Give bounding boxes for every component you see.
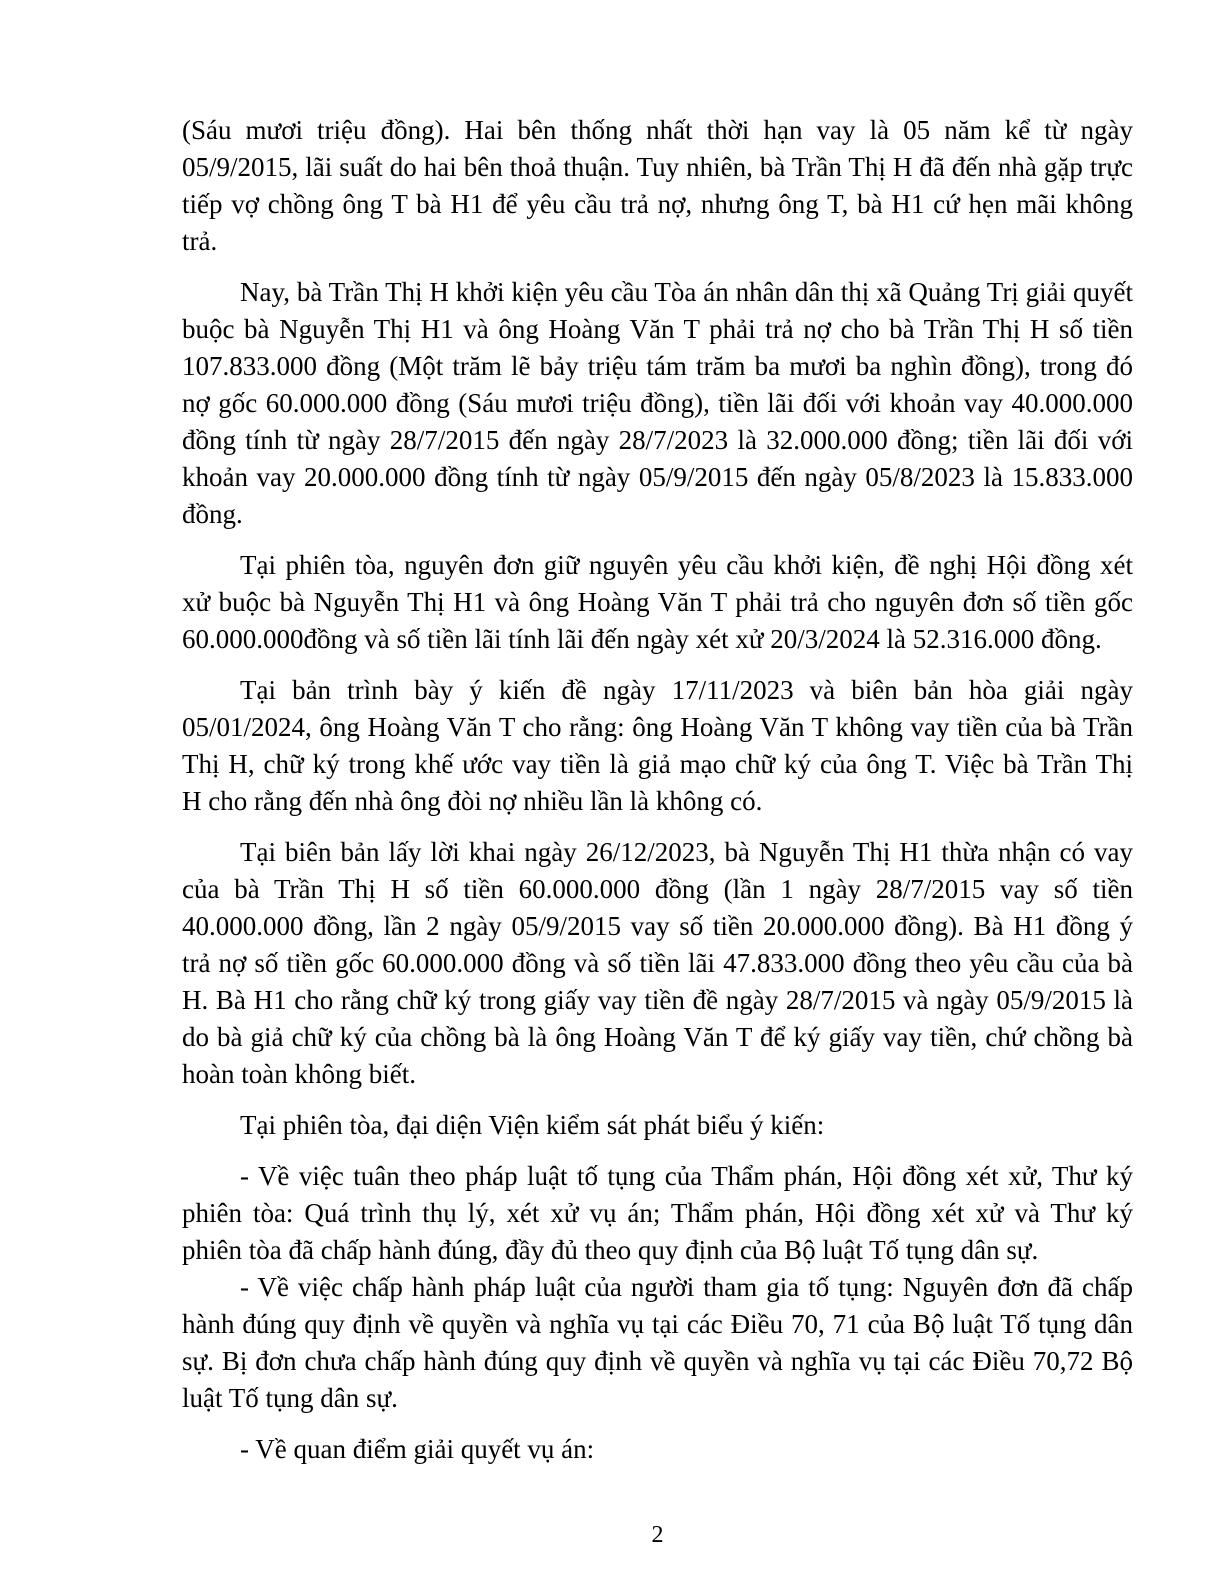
text-line: 40.000.000 đồng, lần 2 ngày 05/9/2015 vay số tiền 20.000.000 đồng). Bà H1 đồng ý (182, 911, 1133, 941)
text-line: buộc bà Nguyễn Thị H1 và ông Hoàng Văn T phải trả nợ cho bà Trần Thị H số tiền (182, 314, 1133, 344)
text-line: - Về quan điểm giải quyết vụ án: (240, 1434, 595, 1464)
text-line: do bà giả chữ ký của chồng bà là ông Hoàng Văn T để ký giấy vay tiền, chứ chồng bà (182, 1022, 1133, 1052)
text-line: Tại biên bản lấy lời khai ngày 26/12/2023, bà Nguyễn Thị H1 thừa nhận có vay (240, 837, 1133, 867)
text-line: nợ gốc 60.000.000 đồng (Sáu mươi triệu đồng), tiền lãi đối với khoản vay 40.000.000 (182, 388, 1133, 418)
text-line: Tại phiên tòa, nguyên đơn giữ nguyên yêu cầu khởi kiện, đề nghị Hội đồng xét (240, 550, 1133, 580)
paragraph (182, 274, 1133, 533)
text-line: phiên tòa: Quá trình thụ lý, xét xử vụ án; Thẩm phán, Hội đồng xét xử và Thư ký (182, 1198, 1133, 1228)
page-number: 2 (651, 1522, 664, 1548)
text-line: - Về việc tuân theo pháp luật tố tụng của Thẩm phán, Hội đồng xét xử, Thư ký (240, 1161, 1133, 1191)
text-line: Tại bản trình bày ý kiến đề ngày 17/11/2023 và biên bản hòa giải ngày (240, 675, 1133, 705)
text-line: hành đúng quy định về quyền và nghĩa vụ tại các Điều 70, 71 của Bộ luật Tố tụng dân (182, 1309, 1133, 1339)
paragraph (182, 1107, 1133, 1144)
text-line: xử buộc bà Nguyễn Thị H1 và ông Hoàng Văn T phải trả cho nguyên đơn số tiền gốc (182, 587, 1133, 617)
text-line: H cho rằng đến nhà ông đòi nợ nhiều lần là không có. (182, 786, 763, 816)
text-line: Nay, bà Trần Thị H khởi kiện yêu cầu Tòa án nhân dân thị xã Quảng Trị giải quyết (240, 277, 1133, 307)
text-line: của bà Trần Thị H số tiền 60.000.000 đồng (lần 1 ngày 28/7/2015 vay số tiền (182, 874, 1133, 904)
paragraph (182, 1269, 1133, 1417)
paragraph (182, 672, 1133, 820)
paragraph (182, 112, 1133, 260)
paragraph (182, 1158, 1133, 1269)
text-line: (Sáu mươi triệu đồng). Hai bên thống nhất thời hạn vay là 05 năm kể từ ngày (182, 115, 1133, 145)
text-line: - Về việc chấp hành pháp luật của người tham gia tố tụng: Nguyên đơn đã chấp (240, 1272, 1133, 1302)
page-footer (182, 1520, 1133, 1550)
text-line: sự. Bị đơn chưa chấp hành đúng quy định về quyền và nghĩa vụ tại các Điều 70,72 Bộ (182, 1346, 1133, 1376)
text-line: Tại phiên tòa, đại diện Viện kiểm sát phát biểu ý kiến: (240, 1110, 825, 1140)
text-line: 05/01/2024, ông Hoàng Văn T cho rằng: ông Hoàng Văn T không vay tiền của bà Trần (182, 712, 1133, 742)
text-line: khoản vay 20.000.000 đồng tính từ ngày 05/9/2015 đến ngày 05/8/2023 là 15.833.000 (182, 462, 1133, 492)
text-line: 60.000.000đồng và số tiền lãi tính lãi đến ngày xét xử 20/3/2024 là 52.316.000 đồng. (182, 624, 1102, 654)
text-line: trả. (182, 226, 218, 256)
text-line: trả nợ số tiền gốc 60.000.000 đồng và số tiền lãi 47.833.000 đồng theo yêu cầu của bà (182, 948, 1133, 978)
paragraph (182, 834, 1133, 1093)
document-body (182, 112, 1133, 1468)
text-line: H. Bà H1 cho rằng chữ ký trong giấy vay tiền đề ngày 28/7/2015 và ngày 05/9/2015 là (182, 985, 1133, 1015)
text-line: tiếp vợ chồng ông T bà H1 để yêu cầu trả nợ, nhưng ông T, bà H1 cứ hẹn mãi không (182, 189, 1133, 219)
text-line: 05/9/2015, lãi suất do hai bên thoả thuận. Tuy nhiên, bà Trần Thị H đã đến nhà gặp trực (182, 152, 1133, 182)
paragraph (182, 547, 1133, 658)
text-line: 107.833.000 đồng (Một trăm lẽ bảy triệu tám trăm ba mươi ba nghìn đồng), trong đó (182, 351, 1133, 381)
paragraph (182, 1431, 1133, 1468)
text-line: đồng. (182, 499, 243, 529)
text-line: hoàn toàn không biết. (182, 1059, 416, 1089)
text-line: phiên tòa đã chấp hành đúng, đầy đủ theo quy định của Bộ luật Tố tụng dân sự. (182, 1235, 1039, 1265)
text-line: đồng tính từ ngày 28/7/2015 đến ngày 28/7/2023 là 32.000.000 đồng; tiền lãi đối với (182, 425, 1133, 455)
text-line: luật Tố tụng dân sự. (182, 1383, 398, 1413)
text-line: Thị H, chữ ký trong khế ước vay tiền là giả mạo chữ ký của ông T. Việc bà Trần Thị (182, 749, 1133, 779)
